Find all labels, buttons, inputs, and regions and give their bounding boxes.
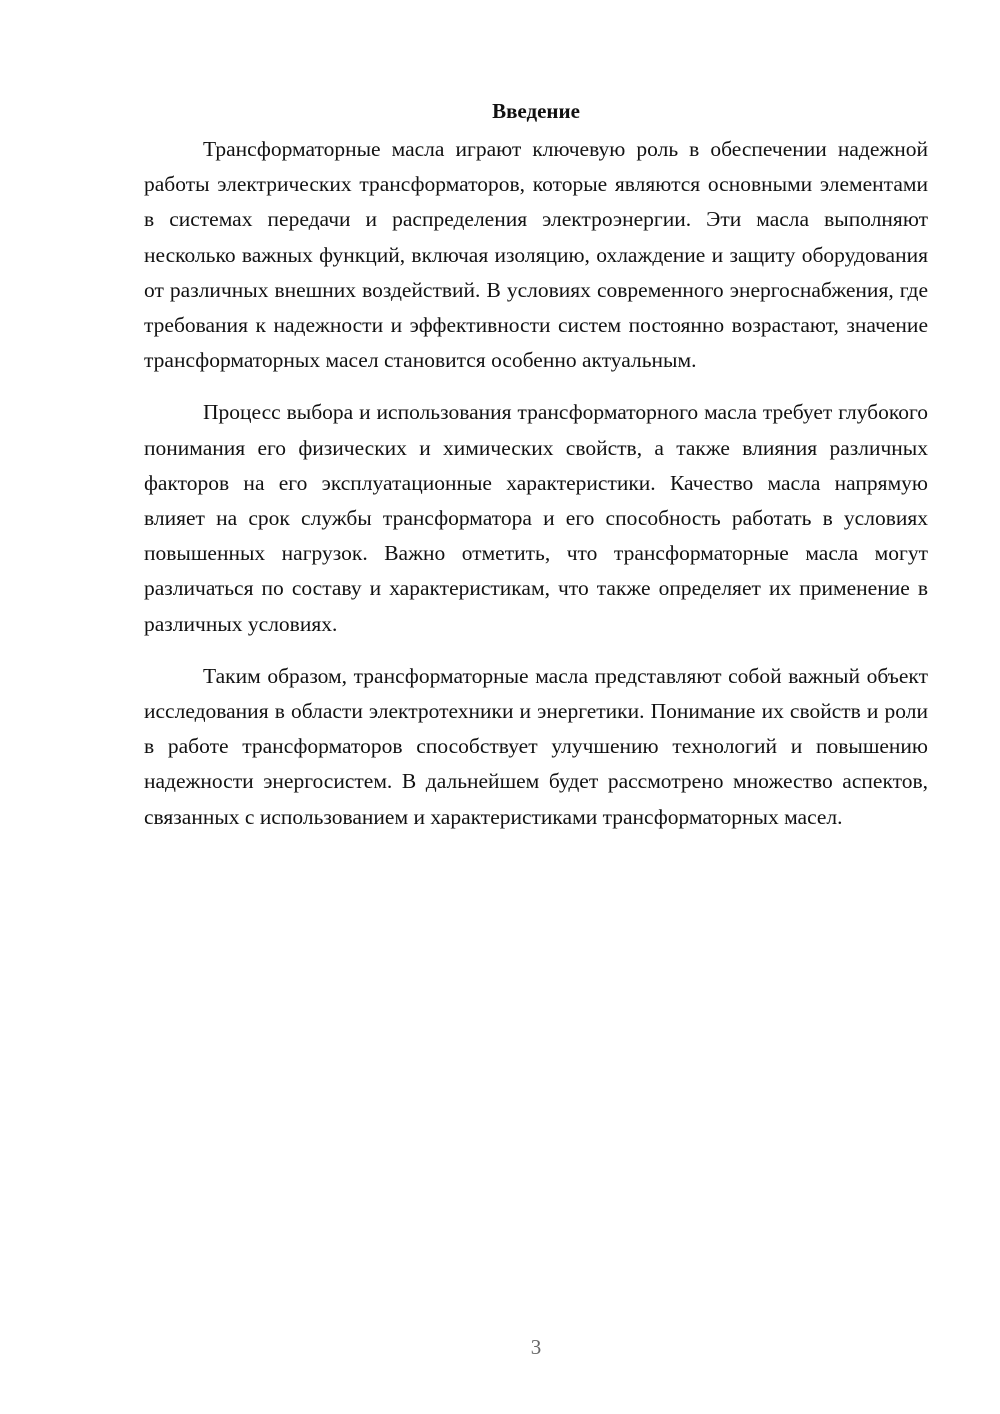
page-content xyxy=(144,96,928,852)
page-title: Введение xyxy=(492,99,580,123)
paragraph-3: Таким образом, трансформаторные масла представляют собой важный объект исследования в области электротехники и энергетики. Понимание их свойств и роли в работе трансформаторов способствует улучшению технологий и повышению надежности энергосистем. В дальнейшем будет рассмотрено множество аспектов, связанных с использованием и характеристиками трансформаторных масел. xyxy=(144,663,928,829)
page-number: 3 xyxy=(530,1335,542,1359)
paragraph-2: Процесс выбора и использования трансформаторного масла требует глубокого понимания его физических и химических свойств, а также влияния различных факторов на его эксплуатационные характеристики. Качество масла напрямую влияет на срок службы трансформатора и его способность работать в условиях повышенных нагрузок. Важно отметить, что трансформаторные масла могут различаться по составу и характеристикам, что также определяет их применение в различных условиях. xyxy=(144,400,928,636)
paragraph-1: Трансформаторные масла играют ключевую роль в обеспечении надежной работы электрических трансформаторов, которые являются основными элементами в системах передачи и распределения электроэнергии. Эти масла выполняют несколько важных функций, включая изоляцию, охлаждение и защиту оборудования от различных внешних воздействий. В условиях современного энергоснабжения, где требования к надежности и эффективности систем постоянно возрастают, значение трансформаторных масел становится особенно актуальным. xyxy=(144,137,928,373)
